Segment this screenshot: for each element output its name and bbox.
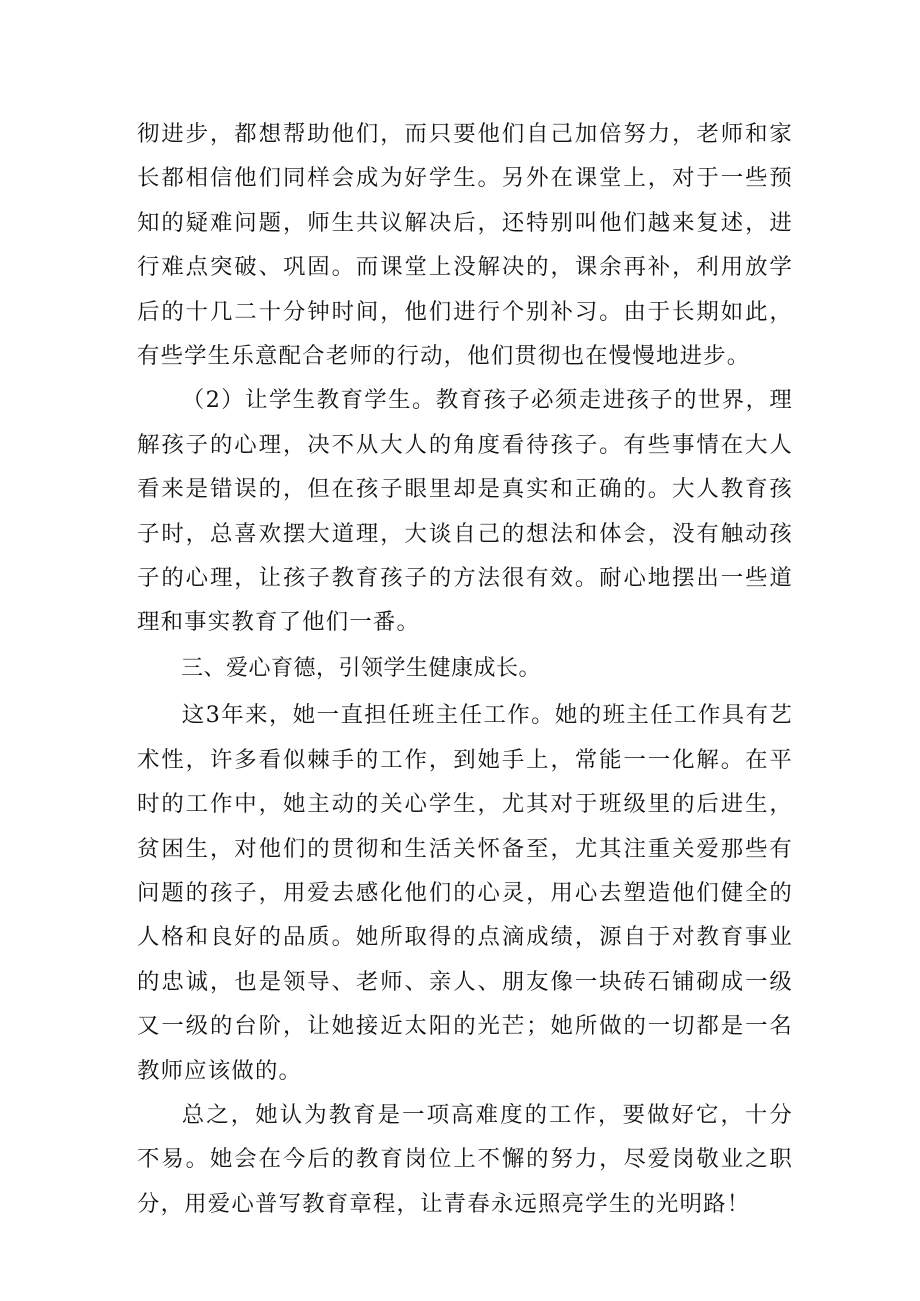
document-body [137, 112, 793, 1226]
paragraph-student-teaching: （2）让学生教育学生。教育孩子必须走进孩子的世界，理解孩子的心理，决不从大人的角度看待孩子。有些事情在大人看来是错误的，但在孩子眼里却是真实和正确的。大人教育孩子时，总喜欢摆大道理，大谈自己的想法和体会，没有触动孩子的心理，让孩子教育孩子的方法很有效。耐心地摆出一些道理和事实教育了他们一番。 [137, 387, 793, 636]
paragraph-conclusion: 总之，她认为教育是一项高难度的工作，要做好它，十分不易。她会在今后的教育岗位上不懈的努力，尽爱岗敬业之职分，用爱心普写教育章程，让青春永远照亮学生的光明路！ [137, 1101, 793, 1217]
section-heading: 三、爱心育德，引领学生健康成长。 [181, 655, 542, 681]
paragraph-class-teacher: 这3年来，她一直担任班主任工作。她的班主任工作具有艺术性，许多看似棘手的工作，到她手上，常能一一化解。在平时的工作中，她主动的关心学生，尤其对于班级里的后进生，贫困生，对他们的贯彻和生活关怀备至，尤其注重关爱那些有问题的孩子，用爱去感化他们的心灵，用心去塑造他们健全的人格和良好的品质。她所取得的点滴成绩，源自于对教育事业的忠诚，也是领导、老师、亲人、朋友像一块砖石铺砌成一级又一级的台阶，让她接近太阳的光芒；她所做的一切都是一名教师应该做的。 [137, 702, 793, 1084]
paragraph-continuation: 彻进步，都想帮助他们，而只要他们自己加倍努力，老师和家长都相信他们同样会成为好学生。另外在课堂上，对于一些预知的疑难问题，师生共议解决后，还特别叫他们越来复述，进行难点突破、巩固。而课堂上没解决的，课余再补，利用放学后的十几二十分钟时间，他们进行个别补习。由于长期如此，有些学生乐意配合老师的行动，他们贯彻也在慢慢地进步。 [137, 121, 793, 370]
